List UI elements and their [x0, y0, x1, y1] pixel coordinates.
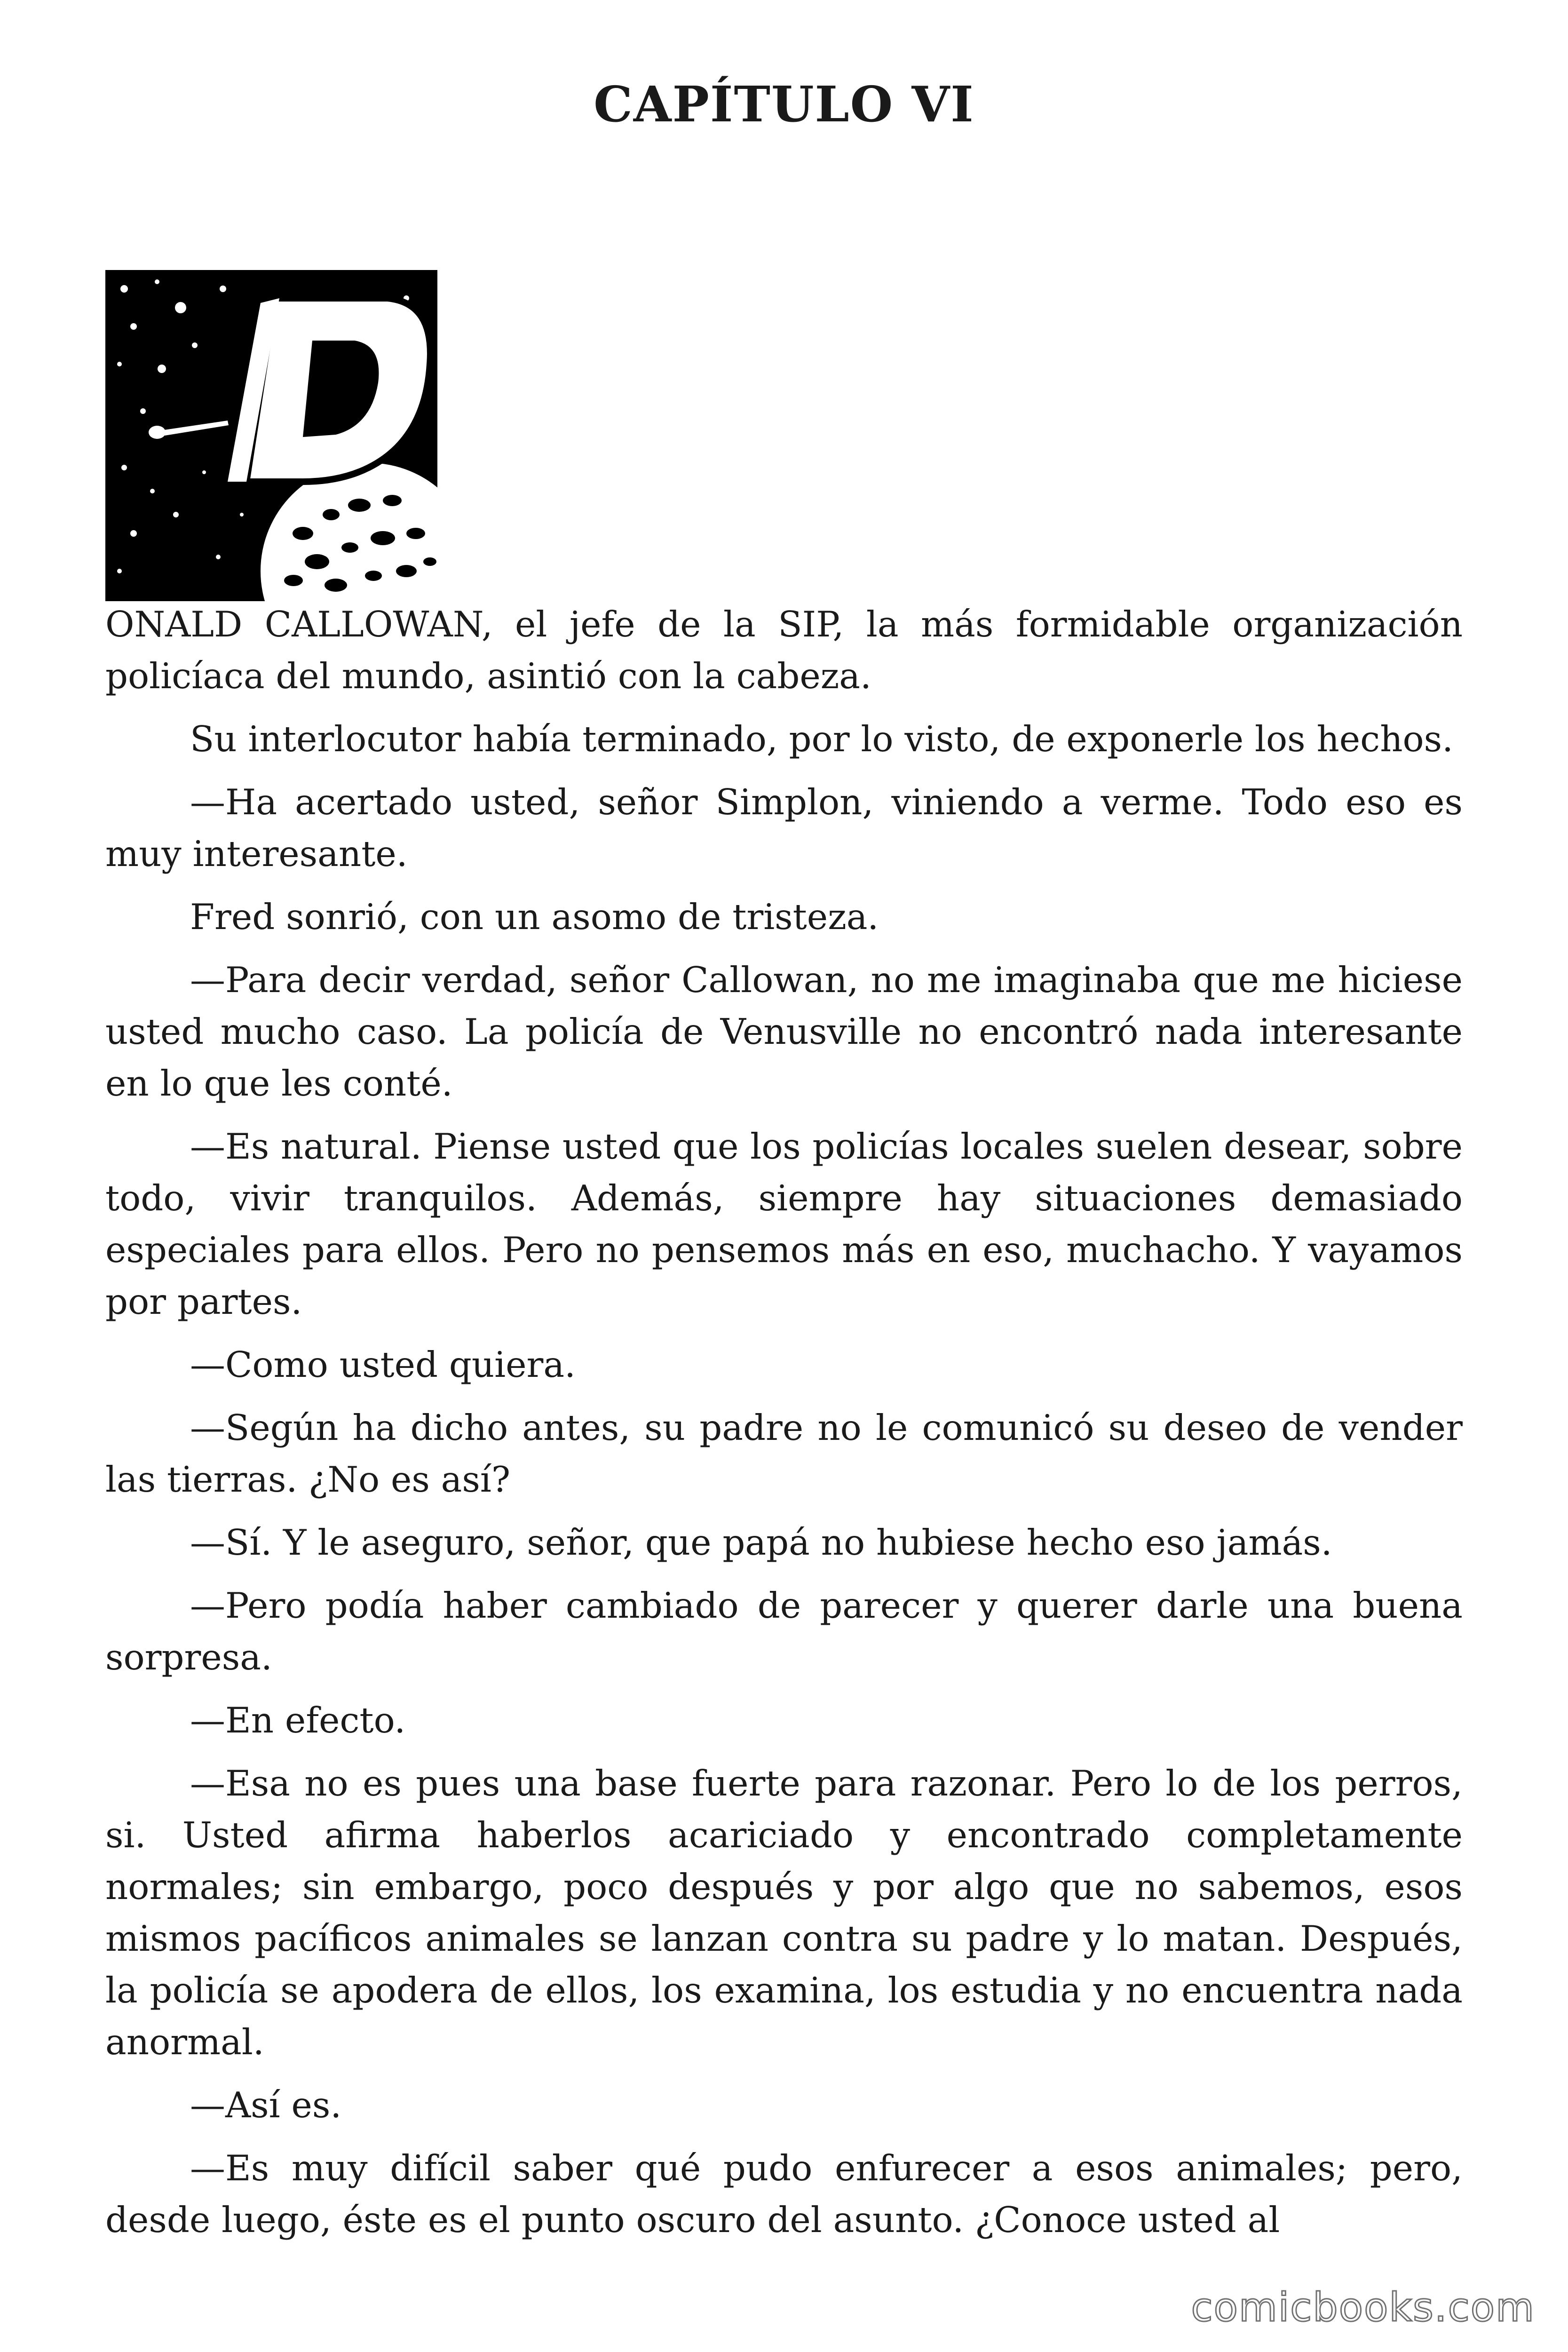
paragraph: —En efecto.	[190, 1700, 406, 1741]
paragraph: ONALD CALLOWAN, el jefe de la SIP, la más formidable organización policíaca del mundo, asintió con la cabeza.	[105, 604, 1463, 697]
paragraph: —Esa no es pues una base fuerte para razonar. Pero lo de los perros, si. Usted afirma haberlos acariciado y encontrado completamente normales; sin embargo, poco después y por algo que no sabemos, esos mismos pacíficos animales se lanzan contra su padre y lo matan. Después, la policía se apodera de ellos, los examina, los estudia y no encuentra nada anormal.	[105, 1763, 1463, 2063]
paragraph: —Sí. Y le aseguro, señor, que papá no hubiese hecho eso jamás.	[190, 1522, 1332, 1563]
paragraph: —Pero podía haber cambiado de parecer y querer darle una buena sorpresa.	[105, 1585, 1463, 1678]
paragraph: —Es muy difícil saber qué pudo enfurecer a esos animales; pero, desde luego, éste es el punto oscuro del asunto. ¿Conoce usted al	[105, 2147, 1463, 2241]
paragraph: —Según ha dicho antes, su padre no le comunicó su deseo de vender las tierras. ¿No es así?	[105, 1407, 1463, 1500]
paragraph: —Es natural. Piense usted que los policías locales suelen desear, sobre todo, vivir tranquilos. Además, siempre hay situaciones demasiado especiales para ellos. Pero no pensemos más en eso, muchacho. Y vayamos por partes.	[105, 1126, 1463, 1322]
chapter-title: CAPÍTULO VI	[594, 75, 974, 133]
chapter-body	[105, 598, 1463, 2257]
paragraph: —Ha acertado usted, señor Simplon, viniendo a verme. Todo eso es muy interesante.	[105, 781, 1463, 874]
drop-cap-illustration	[105, 270, 437, 601]
watermark: comicbooks.com	[1191, 2284, 1535, 2330]
paragraph: Su interlocutor había terminado, por lo visto, de exponerle los hechos.	[190, 718, 1453, 760]
paragraph: —Como usted quiera.	[190, 1344, 576, 1385]
paragraph: —Para decir verdad, señor Callowan, no me imaginaba que me hiciese usted mucho caso. La policía de Venusville no encontró nada interesante en lo que les conté.	[105, 959, 1463, 1104]
paragraph: —Así es.	[190, 2084, 342, 2126]
drop-cap-letter-d-icon	[105, 270, 437, 601]
paragraph: Fred sonrió, con un asomo de tristeza.	[190, 896, 879, 938]
